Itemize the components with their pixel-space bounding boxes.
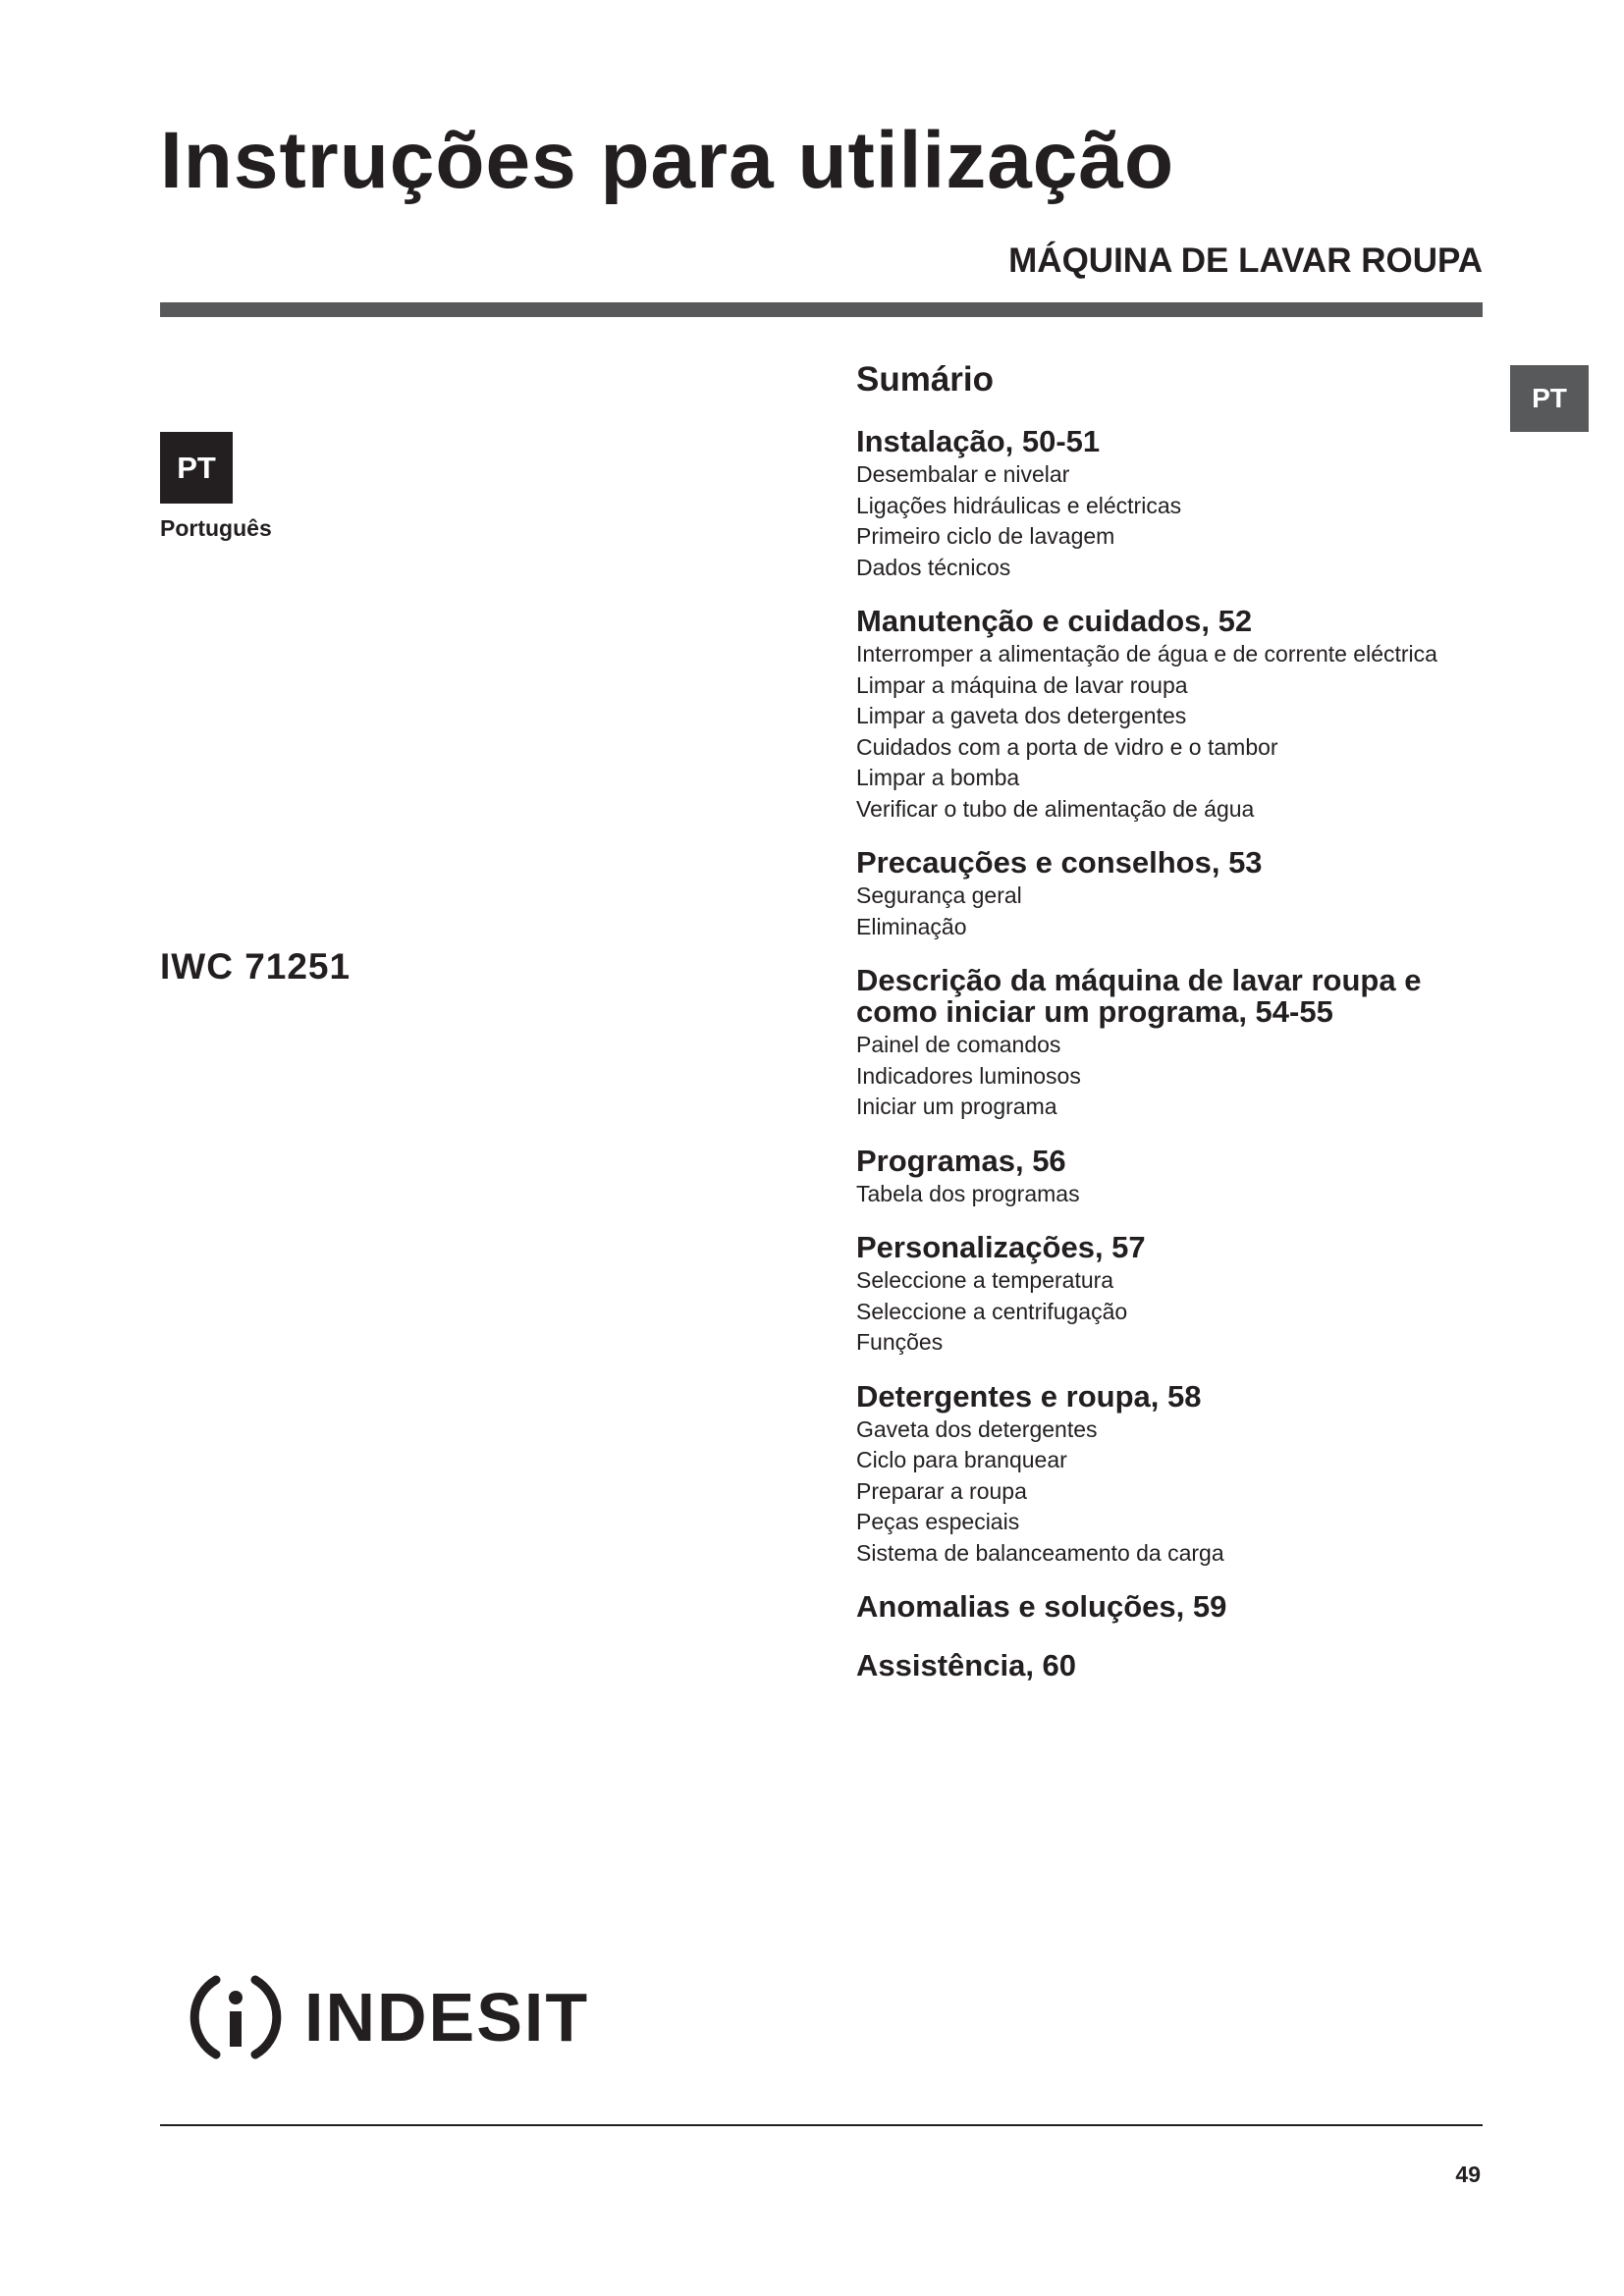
toc-heading: Sumário [856,360,995,399]
toc-section-title: Assistência, 60 [856,1648,1077,1682]
language-name: Português [160,515,272,541]
toc-item: Ligações hidráulicas e eléctricas [856,492,1182,518]
brand-name: INDESIT [304,1979,590,2056]
toc-section-title: Manutenção e cuidados, 52 [856,604,1253,638]
toc-item: Dados técnicos [856,554,1011,580]
toc-item: Interromper a alimentação de água e de corrente eléctrica [856,641,1437,667]
table-of-contents [856,359,1494,1704]
toc-item: Seleccione a temperatura [856,1267,1114,1293]
toc-section-precaucoes [856,847,1494,942]
toc-section-title: Programas, 56 [856,1143,1066,1178]
toc-section-title: Personalizações, 57 [856,1230,1146,1264]
toc-item: Limpar a gaveta dos detergentes [856,703,1187,728]
toc-item: Segurança geral [856,882,1022,908]
toc-item: Limpar a bomba [856,765,1020,790]
toc-item: Peças especiais [856,1509,1020,1534]
toc-section-title: Anomalias e soluções, 59 [856,1589,1227,1624]
toc-item: Verificar o tubo de alimentação de água [856,795,1255,822]
indesit-info-logo-icon [187,1968,285,2066]
toc-item: Painel de comandos [856,1032,1061,1057]
toc-section-anomalias [856,1591,1494,1623]
toc-item: Limpar a máquina de lavar roupa [856,671,1188,698]
toc-item: Gaveta dos detergentes [856,1415,1098,1442]
header-divider-bar [160,302,1483,317]
toc-section-assistencia [856,1650,1494,1682]
toc-section-title: Precauções e conselhos, 53 [856,845,1263,880]
toc-item: Sistema de balanceamento da carga [856,1539,1224,1566]
toc-item: Seleccione a centrifugação [856,1298,1128,1324]
model-number: IWC 71251 [160,946,352,987]
toc-section-manutencao [856,606,1494,825]
product-type-subtitle: MÁQUINA DE LAVAR ROUPA [1008,241,1483,280]
toc-item: Tabela dos programas [856,1180,1080,1206]
toc-item: Indicadores luminosos [856,1062,1081,1089]
brand-logo [187,1963,589,2071]
toc-item: Primeiro ciclo de lavagem [856,523,1115,549]
toc-section-title: Instalação, 50-51 [856,424,1101,458]
toc-section-title-line: como iniciar um programa, 54-55 [856,994,1333,1029]
toc-section-detergentes [856,1378,1494,1570]
toc-item: Funções [856,1329,944,1355]
toc-item: Cuidados com a porta de vidro e o tambor [856,733,1278,760]
toc-section-instalacao [856,426,1494,583]
toc-section-title [856,965,1494,1028]
toc-section-title: Detergentes e roupa, 58 [856,1378,1202,1414]
toc-section-personalizacoes [856,1232,1494,1359]
footer-divider [160,2124,1483,2126]
toc-section-programas [856,1143,1494,1210]
toc-item: Preparar a roupa [856,1477,1027,1504]
language-tab: PT [1510,365,1589,432]
toc-item: Ciclo para branquear [856,1447,1067,1472]
toc-item: Eliminação [856,913,967,939]
toc-section-title-line: Descrição da máquina de lavar roupa e [856,963,1422,997]
page-number: 49 [1455,2162,1481,2187]
language-badge: PT [160,432,233,504]
toc-item: Iniciar um programa [856,1094,1057,1119]
toc-section-descricao [856,965,1494,1123]
toc-item: Desembalar e nivelar [856,461,1070,487]
page-title: Instruções para utilização [160,116,1175,205]
